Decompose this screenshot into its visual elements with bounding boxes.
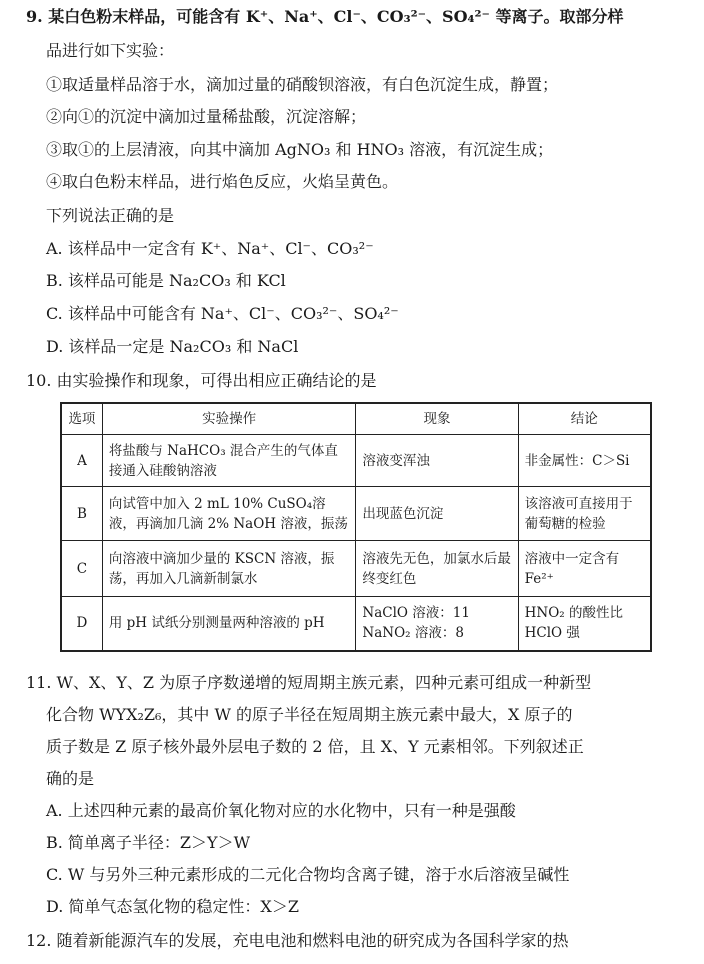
q11-stem-line4: 确的是	[46, 769, 95, 788]
row-d-operation: 用 pH 试纸分别测量两种溶液的 pH	[102, 597, 356, 651]
q11-option-a: A. 上述四种元素的最高价氧化物对应的水化物中，只有一种是强酸	[46, 801, 516, 820]
table-row	[61, 435, 651, 487]
header-option: 选项	[61, 403, 102, 435]
page-bottom-edge	[0, 950, 704, 964]
q9-option-b: B. 该样品可能是 Na₂CO₃ 和 KCl	[46, 271, 286, 290]
header-conclusion: 结论	[518, 403, 651, 435]
row-a-option: A	[61, 435, 102, 487]
row-a-phenomenon: 溶液变浑浊	[356, 435, 518, 487]
row-c-operation: 向溶液中滴加少量的 KSCN 溶液，振荡，再加入几滴新制氯水	[102, 541, 356, 597]
q9-step2: ②向①的沉淀中滴加过量稀盐酸，沉淀溶解；	[46, 107, 367, 126]
q11-stem-line3: 质子数是 Z 原子核外最外层电子数的 2 倍，且 X、Y 元素相邻。下列叙述正	[46, 737, 584, 756]
row-d-phenomenon: NaClO 溶液：11 NaNO₂ 溶液：8	[356, 597, 518, 651]
row-b-conclusion: 该溶液可直接用于葡萄糖的检验	[518, 487, 651, 541]
q9-step3: ③取①的上层清液，向其中滴加 AgNO₃ 和 HNO₃ 溶液，有沉淀生成；	[46, 140, 554, 159]
q12-stem-line1: 12. 随着新能源汽车的发展，充电电池和燃料电池的研究成为各国科学家的热	[26, 931, 569, 950]
header-phenomenon: 现象	[356, 403, 518, 435]
q11-option-b: B. 简单离子半径：Z＞Y＞W	[46, 833, 251, 852]
q9-stem-line1: 9. 某白色粉末样品，可能含有 K⁺、Na⁺、Cl⁻、CO₃²⁻、SO₄²⁻ 等离子。取部分样	[26, 7, 624, 26]
table-row	[61, 541, 651, 597]
q9-ask: 下列说法正确的是	[46, 206, 175, 225]
q11-stem-line1: 11. W、X、Y、Z 为原子序数递增的短周期主族元素，四种元素可组成一种新型	[26, 673, 592, 692]
q11-option-d: D. 简单气态氢化物的稳定性：X＞Z	[46, 897, 299, 916]
row-b-option: B	[61, 487, 102, 541]
q9-step4: ④取白色粉末样品，进行焰色反应，火焰呈黄色。	[46, 172, 399, 191]
row-d-conclusion: HNO₂ 的酸性比 HClO 强	[518, 597, 651, 651]
q9-stem-line2: 品进行如下实验：	[46, 41, 175, 60]
row-c-phenomenon: 溶液先无色，加氯水后最终变红色	[356, 541, 518, 597]
row-c-option: C	[61, 541, 102, 597]
row-b-phenomenon: 出现蓝色沉淀	[356, 487, 518, 541]
row-a-operation: 将盐酸与 NaHCO₃ 混合产生的气体直接通入硅酸钠溶液	[102, 435, 356, 487]
q10-stem: 10. 由实验操作和现象，可得出相应正确结论的是	[26, 371, 377, 390]
q9-step1: ①取适量样品溶于水，滴加过量的硝酸钡溶液，有白色沉淀生成，静置；	[46, 75, 559, 94]
row-c-conclusion: 溶液中一定含有 Fe²⁺	[518, 541, 651, 597]
q9-option-a: A. 该样品中一定含有 K⁺、Na⁺、Cl⁻、CO₃²⁻	[46, 239, 374, 258]
row-b-operation: 向试管中加入 2 mL 10% CuSO₄溶液，再滴加几滴 2% NaOH 溶液，振荡	[102, 487, 356, 541]
experiment-table	[60, 402, 652, 652]
table-row	[61, 597, 651, 651]
q11-option-c: C. W 与另外三种元素形成的二元化合物均含离子键，溶于水后溶液呈碱性	[46, 865, 570, 884]
q9-option-d: D. 该样品一定是 Na₂CO₃ 和 NaCl	[46, 337, 299, 356]
row-d-option: D	[61, 597, 102, 651]
header-operation: 实验操作	[102, 403, 356, 435]
q11-stem-line2: 化合物 WYX₂Z₆，其中 W 的原子半径在短周期主族元素中最大，X 原子的	[46, 705, 573, 724]
q9-option-c: C. 该样品中可能含有 Na⁺、Cl⁻、CO₃²⁻、SO₄²⁻	[46, 304, 399, 323]
row-a-conclusion: 非金属性：C＞Si	[518, 435, 651, 487]
table-header-row	[61, 403, 651, 435]
table-row	[61, 487, 651, 541]
